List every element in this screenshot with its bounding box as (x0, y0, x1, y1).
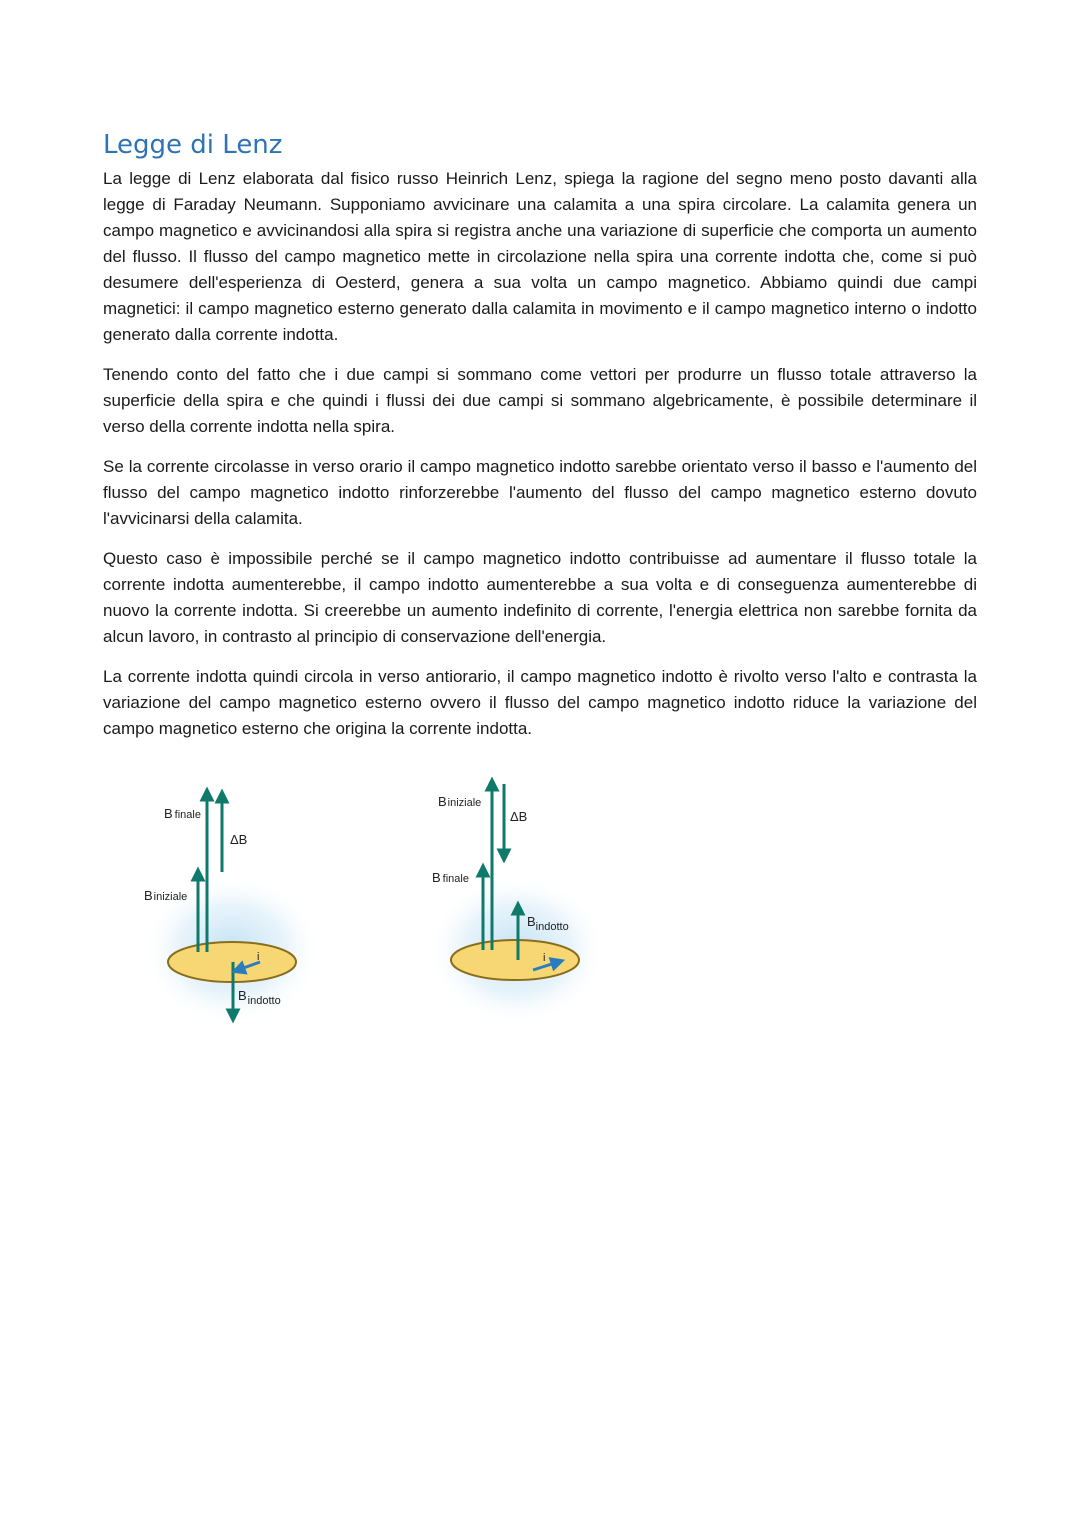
delta-b-label: ΔB (230, 832, 248, 847)
paragraph-1: La legge di Lenz elaborata dal fisico russo Heinrich Lenz, spiega la ragione del segno meno posto davanti alla legge di Faraday Neumann. Supponiamo avvicinare una calamita a una spira circolare. La calamita genera un campo magnetico e avvicinandosi alla spira si registra anche una variazione di superficie che comporta un aumento del flusso. Il flusso del campo magnetico mette in circolazione nella spira una corrente indotta che, come si può desumere dell'esperienza di Oesterd, genera a sua volta un campo magnetico. Abbiamo quindi due campi magnetici: il campo magnetico esterno generato dalla calamita in movimento e il campo magnetico interno o indotto generato dalla corrente indotta. (103, 169, 977, 344)
b-indotto-label: $B_{indotto}$ (238, 988, 281, 1007)
b-iniziale-label: Biniziale (438, 794, 482, 809)
paragraph-3: Se la corrente circolasse in verso orario il campo magnetico indotto sarebbe orientato verso il basso e l'aumento del flusso del campo magnetico indotto rinforzerebbe l'aumento del flusso del campo magnetico esterno dovuto l'avvicinarsi della calamita. (103, 457, 977, 528)
lenz-figures (130, 780, 610, 1040)
figure-counterclockwise-case (415, 780, 615, 1040)
delta-b-label: ΔB (510, 809, 528, 824)
figure-clockwise-case (130, 780, 330, 1040)
b-finale-label: B finale (164, 806, 201, 821)
loop-ring (451, 940, 579, 980)
figure-left-svg (130, 780, 330, 1040)
document-page (103, 130, 977, 756)
current-label: i (543, 952, 546, 964)
paragraph-2: Tenendo conto del fatto che i due campi si sommano come vettori per produrre un flusso totale attraverso la superficie della spira e che quindi i flussi dei due campi si sommano algebricamente, è possibile determinare il verso della corrente indotta nella spira. (103, 365, 977, 436)
b-iniziale-label: Biniziale (144, 888, 188, 903)
section-title: Legge di Lenz (103, 130, 283, 160)
current-label: i (257, 951, 260, 963)
b-indotto-label: $B_{indotto}$ (527, 914, 569, 933)
paragraph-5: La corrente indotta quindi circola in verso antiorario, il campo magnetico indotto è rivolto verso l'alto e contrasta la variazione del campo magnetico esterno ovvero il flusso del campo magnetico indotto riduce la variazione del campo magnetico esterno che origina la corrente indotta. (103, 667, 977, 738)
paragraph-4: Questo caso è impossibile perché se il campo magnetico indotto contribuisse ad aumentare il flusso totale la corrente indotta aumenterebbe, il campo indotto aumenterebbe a sua volta e di conseguenza aumenterebbe di nuovo la corrente indotta. Si creerebbe un aumento indefinito di corrente, l'energia elettrica non sarebbe fornita da alcun lavoro, in contrasto al principio di conservazione dell'energia. (103, 549, 977, 646)
b-finale-label: B finale (432, 870, 469, 885)
figure-right-svg (415, 780, 615, 1040)
